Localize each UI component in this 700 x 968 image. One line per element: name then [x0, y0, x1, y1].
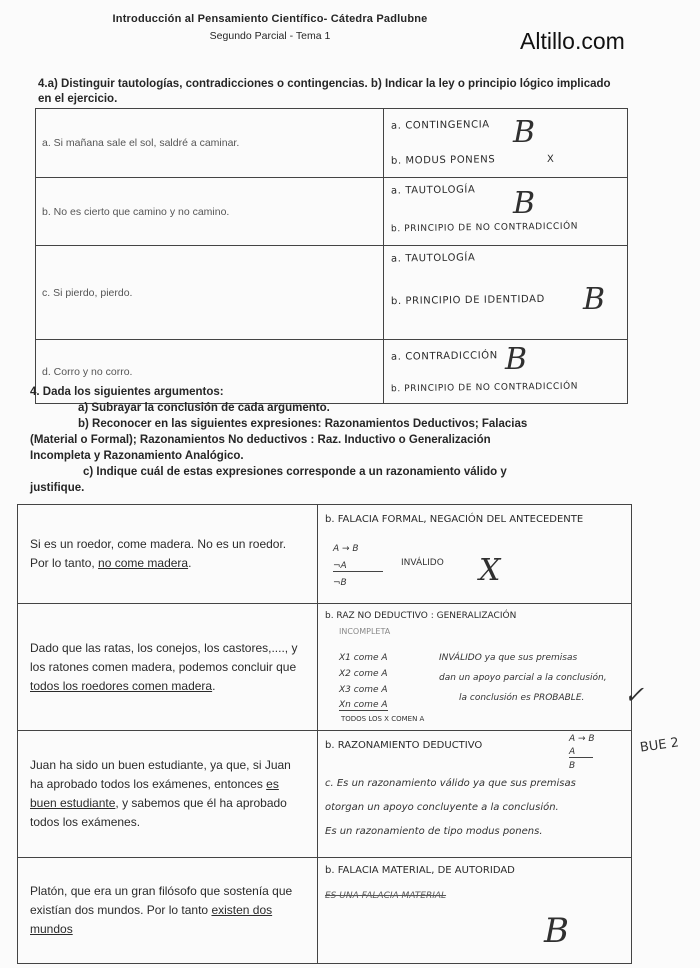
justification-line: otorgan un apoyo concluyente a la conclusión. — [325, 802, 559, 813]
argument-cell — [18, 505, 318, 604]
table-row — [18, 604, 632, 731]
side-grade: BUE 2 — [639, 735, 680, 756]
instruction-intro: 4. Dada los siguientes argumentos: — [30, 386, 224, 398]
formula-line: ¬B — [333, 578, 347, 588]
justification-line: la conclusión es PROBABLE. — [459, 693, 585, 703]
answer-cell — [318, 731, 632, 858]
argument-cell — [18, 604, 318, 731]
table-row — [18, 731, 632, 858]
argument-conclusion: no come madera — [98, 556, 189, 570]
answer-cell — [318, 505, 632, 604]
check-mark: ✓ — [624, 681, 645, 709]
argument-text: Dado que las ratas, los conejos, los castores,...., y los ratones comen madera, podemos concluir que — [30, 640, 298, 674]
instruction-b-line3: Incompleta y Razonamiento Analógico. — [30, 450, 244, 462]
answer-b: b. RAZ NO DEDUCTIVO : GENERALIZACIÓN — [325, 611, 517, 621]
answer-a: a. TAUTOLOGÍA — [390, 184, 476, 197]
answer-a: a. CONTINGENCIA — [390, 119, 490, 132]
exam-header — [0, 13, 540, 42]
table-row — [18, 505, 632, 604]
answer-b: b. PRINCIPIO DE IDENTIDAD — [390, 293, 545, 308]
statement-cell: a. Si mañana sale el sol, saldré a caminar. — [36, 109, 384, 178]
instruction-b-line2: (Material o Formal); Razonamientos No deductivos : Raz. Inductivo o Generalización — [30, 434, 491, 446]
question-4a-table — [35, 108, 628, 404]
justification-line: INVÁLIDO ya que sus premisas — [439, 653, 578, 663]
grade-mark: B — [513, 186, 536, 221]
brand-watermark: Altillo.com — [520, 28, 625, 54]
table-row — [18, 858, 632, 964]
premise-line: Xn come A — [339, 700, 388, 710]
question-4a-prompt: 4.a) Distinguir tautologías, contradicciones o contingencias. b) Indicar la ley o principio lógico implicado en el ejercicio. — [38, 78, 611, 105]
justification-line: c. Es un razonamiento válido ya que sus premisas — [325, 778, 576, 789]
statement-cell: d. Corro y no corro. — [36, 340, 384, 404]
argument-conclusion: existen dos mundos — [30, 903, 273, 936]
answer-cell — [318, 604, 645, 731]
premise-line: X2 come A — [339, 669, 388, 679]
course-title: Introducción al Pensamiento Científico- Cátedra Padlubne — [112, 13, 428, 25]
grade-mark: B — [583, 282, 606, 317]
argument-cell — [18, 731, 318, 858]
argument-text: Si es un roedor, come madera. No es un roedor. Por lo tanto, — [30, 537, 287, 570]
question-4-instructions — [30, 381, 630, 496]
conclusion-line: TODOS LOS X COMEN A — [341, 715, 425, 723]
answer-b: b. RAZONAMIENTO DEDUCTIVO — [325, 740, 483, 751]
justification-line: Es un razonamiento de tipo modus ponens. — [325, 826, 543, 837]
argument-text: Juan ha sido un buen estudiante, ya que, si Juan ha aprobado todos los exámenes, entonces — [30, 758, 291, 791]
validity-note: INVÁLIDO — [401, 558, 444, 568]
answer-a: a. TAUTOLOGÍA — [390, 252, 476, 265]
argument-text-end: . — [188, 556, 192, 570]
answer-b: b. FALACIA MATERIAL, DE AUTORIDAD — [325, 865, 515, 876]
answer-b: b. FALACIA FORMAL, NEGACIÓN DEL ANTECEDENTE — [325, 514, 584, 525]
instruction-c-line2: justifique. — [30, 482, 85, 494]
instruction-c: c) Indique cuál de estas expresiones corresponde a un razonamiento válido y — [83, 466, 507, 478]
answer-b-cont: INCOMPLETA — [339, 627, 391, 636]
answer-cell — [384, 246, 628, 340]
grade-mark: B — [505, 342, 528, 377]
argument-text: Platón, que era un gran filósofo que sostenía que existían dos mundos. Por lo tanto — [30, 884, 293, 917]
argument-cell — [18, 858, 318, 964]
answer-cell — [384, 178, 628, 246]
answer-b: b. PRINCIPIO DE NO CONTRADICCIÓN — [390, 381, 579, 395]
argument-conclusion: todos los roedores comen madera — [30, 678, 213, 693]
formula-line: A → B — [333, 544, 359, 554]
statement-cell: c. Si pierdo, pierdo. — [36, 246, 384, 340]
answer-cell — [318, 858, 632, 964]
answer-b: b. MODUS PONENS — [390, 154, 496, 167]
premise-line: X1 come A — [339, 653, 388, 663]
premise-line: X3 come A — [339, 685, 388, 695]
answer-b: b. PRINCIPIO DE NO CONTRADICCIÓN — [390, 221, 579, 235]
statement-cell: b. No es cierto que camino y no camino. — [36, 178, 384, 246]
argument-conclusion: es buen estudiante — [30, 777, 279, 810]
table-row — [36, 178, 628, 246]
question-4-table — [17, 504, 645, 964]
table-row — [36, 246, 628, 340]
grade-mark: X — [479, 553, 501, 588]
argument-text-end: . — [212, 678, 216, 693]
instruction-b: b) Reconocer en las siguientes expresiones: Razonamientos Deductivos; Falacias — [78, 418, 528, 430]
struck-text: ES UNA FALACIA MATERIAL — [325, 891, 447, 901]
grade-mark: B — [544, 911, 569, 951]
formula-line: ¬A — [333, 561, 383, 572]
extra-mark: X — [546, 153, 555, 166]
answer-a: a. CONTRADICCIÓN — [390, 350, 498, 363]
justification-line: dan un apoyo parcial a la conclusión, — [439, 673, 607, 683]
formula-line: A — [569, 747, 593, 758]
argument-text-end: , y sabemos que él ha aprobado todos los exámenes. — [30, 796, 287, 829]
exam-subtitle: Segundo Parcial - Tema 1 — [209, 30, 331, 42]
answer-cell — [384, 109, 628, 178]
table-row — [36, 109, 628, 178]
formula-line: A → B — [569, 734, 595, 744]
grade-mark: B — [513, 115, 536, 150]
instruction-a: a) Subrayar la conclusión de cada argumento. — [78, 402, 330, 414]
formula-line: B — [569, 761, 576, 771]
